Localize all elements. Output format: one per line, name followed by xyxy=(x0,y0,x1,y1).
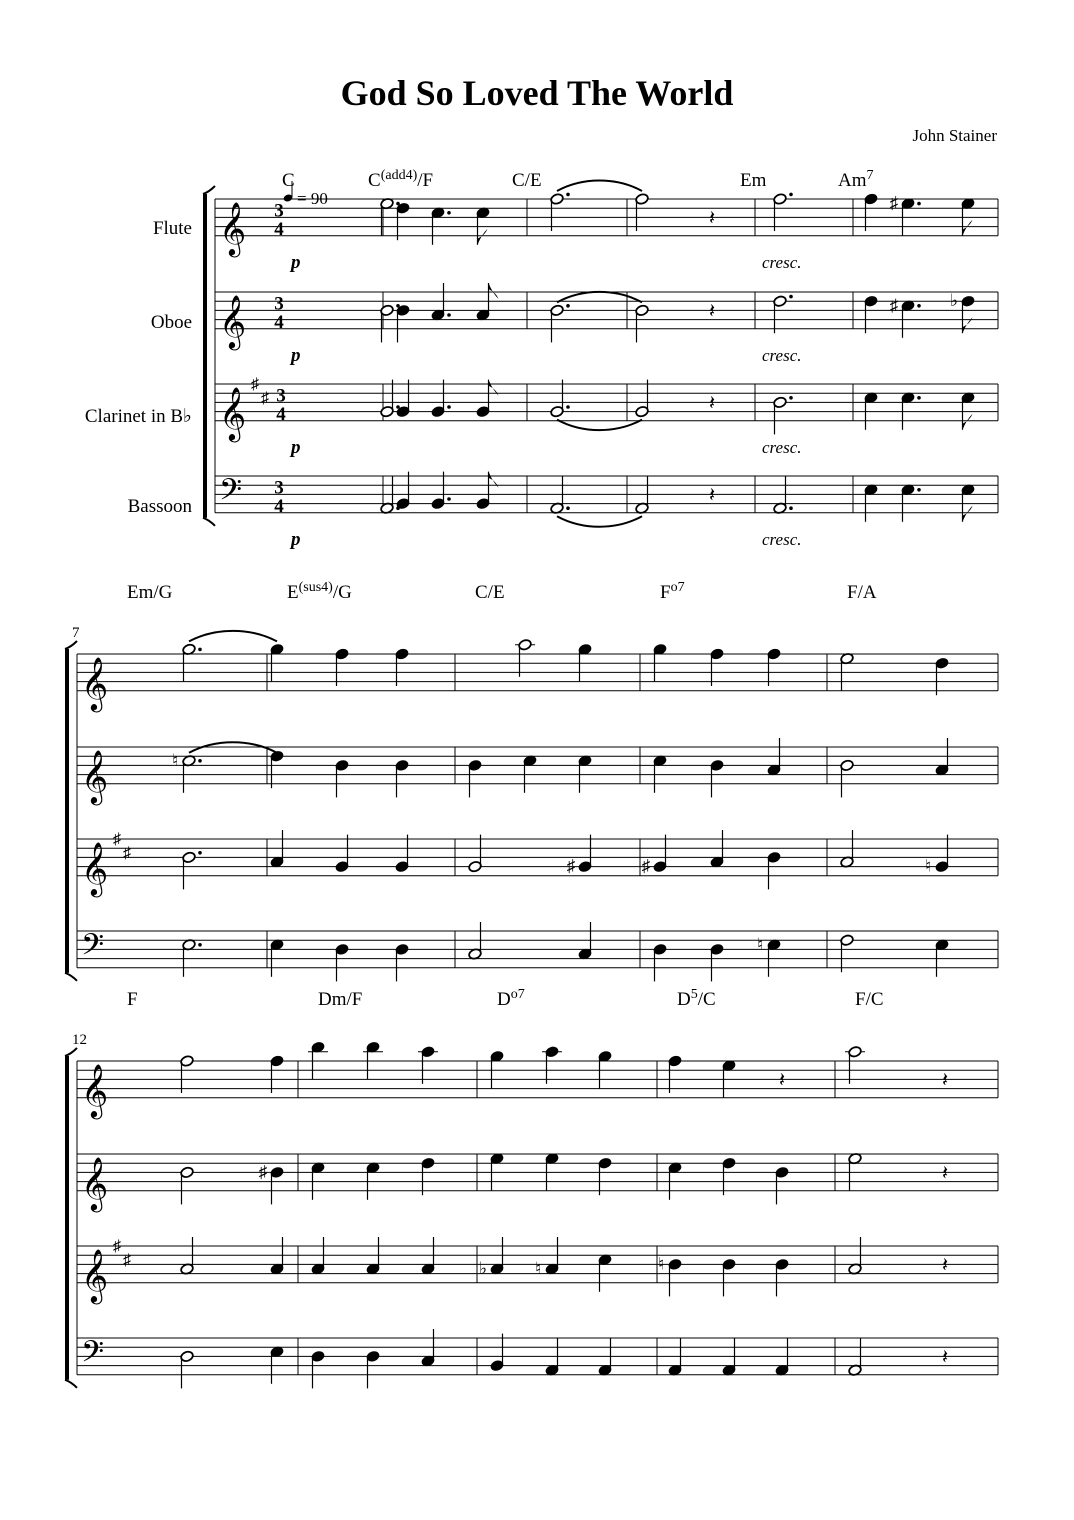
quarter-rest-icon: 𝄽 xyxy=(778,1069,786,1092)
flag xyxy=(963,506,973,522)
system-1 xyxy=(203,168,998,550)
sharp-icon: ♯ xyxy=(113,831,121,848)
time-sig-top: 3 xyxy=(274,200,284,222)
chord-symbol: $F^{o7}$ xyxy=(660,580,685,603)
flat-icon: ♭ xyxy=(949,291,959,311)
bass-clef-icon: 𝄢 xyxy=(219,473,243,514)
bass-clef-icon: 𝄢 xyxy=(81,1335,105,1376)
sharp-icon: ♯ xyxy=(261,389,269,407)
sharp-icon: ♯ xyxy=(123,1251,131,1269)
time-sig-bottom: 4 xyxy=(274,311,284,333)
dynamic-cresc: cresc. xyxy=(762,345,802,365)
time-sig-bottom: 4 xyxy=(276,403,286,425)
staff-flute xyxy=(77,1061,998,1119)
natural-icon: ♮ xyxy=(756,934,764,954)
sharp-icon: ♯ xyxy=(641,856,651,876)
bracket-bottom xyxy=(203,518,215,526)
treble-clef-icon: 𝄞 xyxy=(81,1157,109,1209)
flag xyxy=(963,220,973,236)
staff-flute xyxy=(77,654,998,712)
dot xyxy=(917,304,921,308)
system-2 xyxy=(65,580,998,981)
quarter-rest-icon: 𝄽 xyxy=(941,1254,949,1277)
sharp-icon: ♯ xyxy=(258,1162,268,1182)
dot xyxy=(566,405,570,409)
tie xyxy=(557,516,642,527)
instrument-label-1: Flute xyxy=(152,218,192,239)
chord-symbol: $D^5/C$ xyxy=(677,987,716,1010)
staff-oboe xyxy=(77,1154,998,1212)
dynamic-p: p xyxy=(291,436,301,458)
treble-clef-icon: 𝄞 xyxy=(219,387,247,439)
treble-clef-icon: 𝄞 xyxy=(81,842,109,894)
dot xyxy=(198,648,202,652)
tie xyxy=(557,181,642,192)
dot xyxy=(447,405,451,409)
quarter-rest-icon: 𝄽 xyxy=(941,1069,949,1092)
dynamic-p: p xyxy=(291,528,301,550)
dot xyxy=(789,295,793,299)
measure-number: 12 xyxy=(72,1032,87,1048)
chord-symbol: F/C xyxy=(855,989,884,1010)
dot xyxy=(447,211,451,215)
flag xyxy=(963,414,973,430)
dot xyxy=(917,396,921,400)
notes-clarinet xyxy=(380,380,975,435)
chord-symbol: C/E xyxy=(475,582,505,603)
staff-bassoon xyxy=(77,928,998,968)
time-sig-top: 3 xyxy=(274,293,284,315)
bracket-top xyxy=(65,1048,77,1056)
tie xyxy=(189,631,277,642)
flat-icon: ♭ xyxy=(478,1259,488,1278)
natural-icon: ♮ xyxy=(171,750,179,770)
dot xyxy=(789,506,793,510)
staff-oboe xyxy=(215,292,998,350)
chord-symbol: Em xyxy=(740,170,767,191)
instrument-label-2: Oboe xyxy=(150,312,192,333)
treble-clef-icon: 𝄞 xyxy=(219,202,247,254)
quarter-rest-icon: 𝄽 xyxy=(941,1162,949,1185)
dot xyxy=(789,396,793,400)
sharp-icon: ♯ xyxy=(251,376,259,393)
staff-oboe xyxy=(77,747,998,805)
measure-number: 7 xyxy=(72,625,80,641)
quarter-rest-icon: 𝄽 xyxy=(708,392,716,415)
chord-symbol: $E^{(sus4)}/G$ xyxy=(287,580,352,603)
bracket-bottom xyxy=(65,973,77,981)
chord-symbol: Am$^7$ xyxy=(838,168,874,191)
staff-bassoon xyxy=(215,473,998,516)
bracket-top xyxy=(65,641,77,649)
dot xyxy=(566,506,570,510)
time-sig-top: 3 xyxy=(274,477,284,499)
chord-symbol: Dm/F xyxy=(318,989,363,1010)
dynamic-cresc: cresc. xyxy=(762,252,802,272)
chord-symbol: C xyxy=(282,170,295,191)
quarter-rest-icon: 𝄽 xyxy=(708,207,716,230)
dot xyxy=(447,497,451,501)
time-sig-top: 3 xyxy=(276,385,286,407)
dot xyxy=(447,313,451,317)
treble-clef-icon: 𝄞 xyxy=(81,1249,109,1301)
chord-symbol: F xyxy=(127,989,138,1010)
notes-flute xyxy=(182,639,949,696)
natural-icon: ♮ xyxy=(657,1254,665,1274)
dot xyxy=(917,488,921,492)
staff-clarinet xyxy=(77,831,998,897)
sharp-icon: ♯ xyxy=(889,193,899,213)
treble-clef-icon: 𝄞 xyxy=(81,750,109,802)
treble-clef-icon: 𝄞 xyxy=(81,1064,109,1116)
time-sig-bottom: 4 xyxy=(274,495,284,517)
system-bracket xyxy=(203,194,207,518)
natural-icon: ♮ xyxy=(534,1259,542,1278)
dynamic-p: p xyxy=(291,344,301,366)
dot xyxy=(198,851,202,855)
flag xyxy=(478,229,488,245)
instrument-label-3: Clarinet in B♭ xyxy=(84,406,192,427)
sharp-icon: ♯ xyxy=(113,1238,121,1255)
treble-clef-icon: 𝄞 xyxy=(81,657,109,709)
tempo-text: = 90 xyxy=(297,189,328,208)
sharp-icon: ♯ xyxy=(889,295,899,315)
chord-symbol: $D^{o7}$ xyxy=(497,987,525,1010)
sharp-icon: ♯ xyxy=(566,856,576,876)
sharp-icon: ♯ xyxy=(123,844,131,862)
natural-icon: ♮ xyxy=(924,856,932,876)
dynamic-cresc: cresc. xyxy=(762,529,802,549)
dynamic-p: p xyxy=(291,251,301,273)
chord-symbol: $C^{(add4)}/F$ xyxy=(368,168,434,191)
bass-clef-icon: 𝄢 xyxy=(81,928,105,969)
notes-oboe xyxy=(180,1152,948,1204)
score-title: God So Loved The World xyxy=(340,73,734,113)
dot xyxy=(566,304,570,308)
dot xyxy=(789,193,793,197)
bracket-top xyxy=(203,186,215,194)
notes-bassoon xyxy=(380,472,975,522)
tie xyxy=(189,742,277,753)
composer-name: John Stainer xyxy=(912,126,997,145)
staff-clarinet xyxy=(215,376,998,442)
system-bracket xyxy=(65,1056,69,1380)
time-sig-bottom: 4 xyxy=(274,218,284,240)
notes-flute xyxy=(180,1041,948,1098)
chord-symbol: C/E xyxy=(512,170,542,191)
dot xyxy=(198,943,202,947)
flag xyxy=(489,283,499,299)
notes-flute xyxy=(380,193,975,245)
chord-symbol: F/A xyxy=(847,582,877,603)
quarter-rest-icon: 𝄽 xyxy=(708,484,716,507)
dot xyxy=(198,759,202,763)
dynamic-cresc: cresc. xyxy=(762,437,802,457)
system-3 xyxy=(65,987,998,1388)
bracket-bottom xyxy=(65,1380,77,1388)
treble-clef-icon: 𝄞 xyxy=(219,295,247,347)
chord-symbol: Em/G xyxy=(127,582,173,603)
quarter-rest-icon: 𝄽 xyxy=(941,1346,949,1369)
quarter-rest-icon: 𝄽 xyxy=(708,300,716,323)
dot xyxy=(566,193,570,197)
dot xyxy=(917,202,921,206)
staff-flute xyxy=(215,199,998,257)
instrument-label-4: Bassoon xyxy=(127,496,192,517)
system-bracket xyxy=(65,649,69,973)
